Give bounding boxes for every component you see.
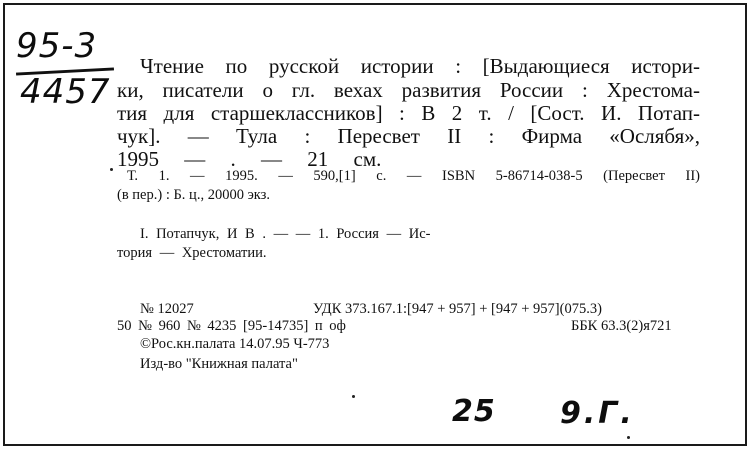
scan-speck <box>110 168 113 171</box>
call-number-top: 95-3 <box>16 26 98 66</box>
title-line-5: 1995 — . — 21 см. <box>117 147 382 171</box>
volume-line-2: (в пер.) : Б. ц., 20000 экз. <box>117 187 270 203</box>
title-line-4: чук]. — Тула : Пересвет II : Фирма «Ослябя», <box>117 124 700 148</box>
tracings-line-2: тория — Хрестоматии. <box>117 245 267 261</box>
call-number-bottom: 4457 <box>20 72 111 112</box>
title-line-1: Чтение по русской истории : [Выдающиеся истори- <box>140 54 700 78</box>
copyright-line: ©Рос.кн.палата 14.07.95 Ч-773 <box>140 336 330 352</box>
scan-speck <box>352 395 355 398</box>
publisher-line: Изд-во "Книжная палата" <box>140 356 298 372</box>
volume-line-1: Т. 1. — 1995. — 590,[1] с. — ISBN 5-86714-038-5 (Пересвет II) <box>127 168 700 184</box>
handwritten-mark-left: 25 <box>452 394 496 429</box>
handwritten-mark-right: 9.Г. <box>560 396 635 431</box>
title-line-3: тия для старшеклассников] : В 2 т. / [Сост. И. Потап- <box>117 101 700 125</box>
title-line-2: ки, писатели о гл. вехах развития России : Хрестома- <box>117 78 700 102</box>
card-number: № 12027 <box>140 301 194 317</box>
bbk-classification: ББК 63.3(2)я721 <box>571 318 672 334</box>
scan-speck <box>627 436 630 439</box>
registry-numbers: 50 № 960 № 4235 [95-14735] п оф <box>117 318 346 334</box>
tracings-line-1: I. Потапчук, И В . — — 1. Россия — Ис- <box>140 226 431 242</box>
udk-classification: УДК 373.167.1:[947 + 957] + [947 + 957](075.3) <box>313 301 602 317</box>
